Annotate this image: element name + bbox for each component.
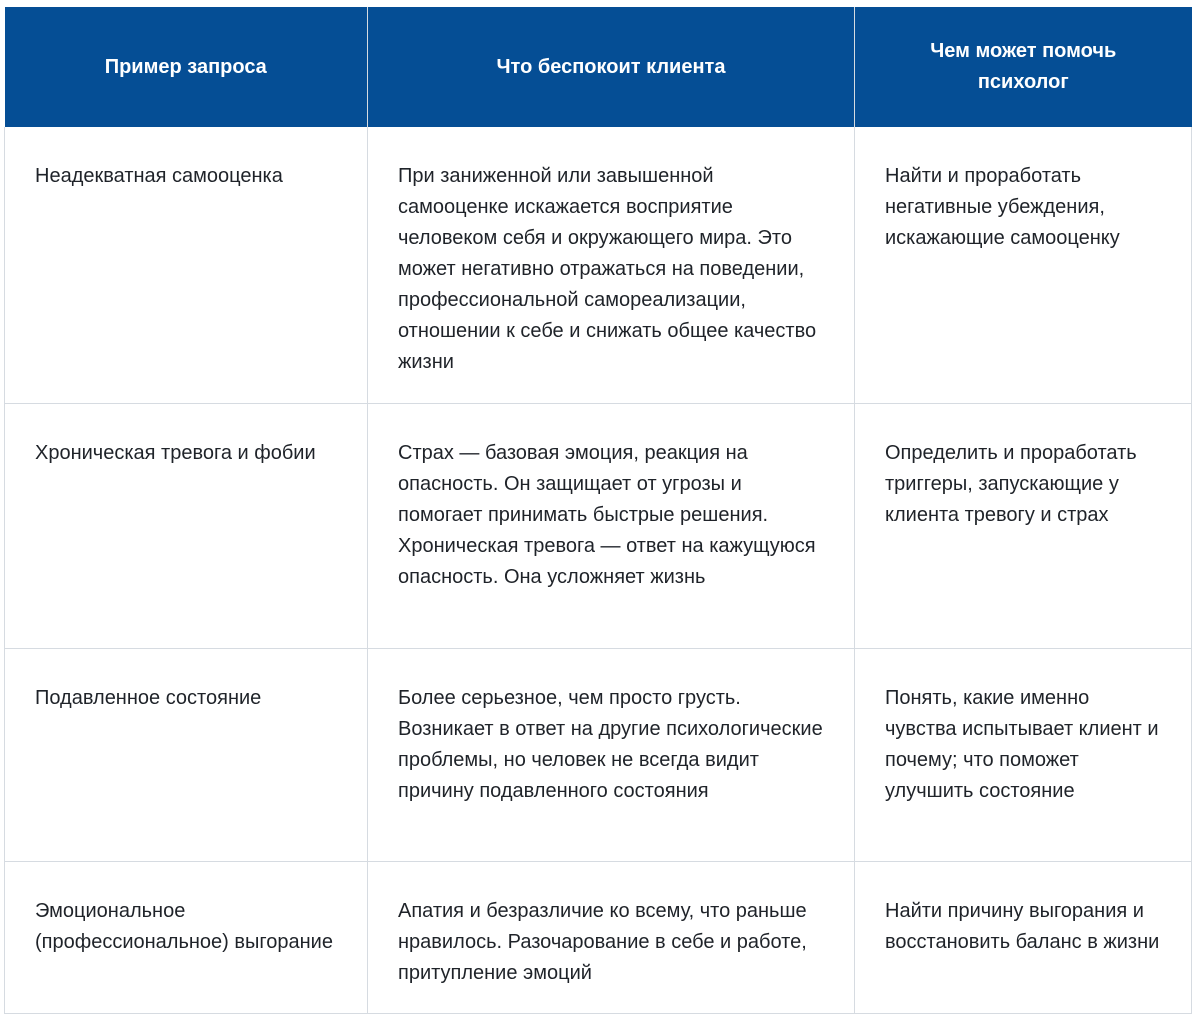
cell-request: Хроническая тревога и фобии (5, 403, 368, 648)
header-request: Пример запроса (5, 7, 368, 127)
table-body (5, 127, 1192, 1013)
cell-concern: Более серьезное, чем просто грусть. Возникает в ответ на другие психологические проблемы, но человек не всегда видит причину подавленного состояния (368, 648, 855, 861)
cell-concern: При заниженной или завышенной самооценке искажается восприятие человеком себя и окружающего мира. Это может негативно отражаться на поведении, профессиональной самореализации, отношении к себе и снижать общее качество жизни (368, 127, 855, 403)
cell-request: Подавленное состояние (5, 648, 368, 861)
table-row (5, 403, 1192, 648)
psychologist-requests-table-wrapper (4, 7, 1191, 1014)
cell-help: Найти и проработать негативные убеждения, искажающие самооценку (855, 127, 1192, 403)
cell-concern: Страх — базовая эмоция, реакция на опасность. Он защищает от угрозы и помогает принимать быстрые решения. Хроническая тревога — ответ на кажущуюся опасность. Она усложняет жизнь (368, 403, 855, 648)
table-row (5, 861, 1192, 1013)
table-row (5, 648, 1192, 861)
table-row (5, 127, 1192, 403)
table-header (5, 7, 1192, 127)
header-concern: Что беспокоит клиента (368, 7, 855, 127)
cell-help: Найти причину выгорания и восстановить баланс в жизни (855, 861, 1192, 1013)
psychologist-requests-table (4, 7, 1192, 1014)
cell-help: Определить и проработать триггеры, запускающие у клиента тревогу и страх (855, 403, 1192, 648)
cell-help: Понять, какие именно чувства испытывает клиент и почему; что поможет улучшить состояние (855, 648, 1192, 861)
header-help: Чем может помочь психолог (855, 7, 1192, 127)
cell-request: Эмоциональное (профессиональное) выгорание (5, 861, 368, 1013)
cell-request: Неадекватная самооценка (5, 127, 368, 403)
cell-concern: Апатия и безразличие ко всему, что раньше нравилось. Разочарование в себе и работе, притупление эмоций (368, 861, 855, 1013)
header-row (5, 7, 1192, 127)
